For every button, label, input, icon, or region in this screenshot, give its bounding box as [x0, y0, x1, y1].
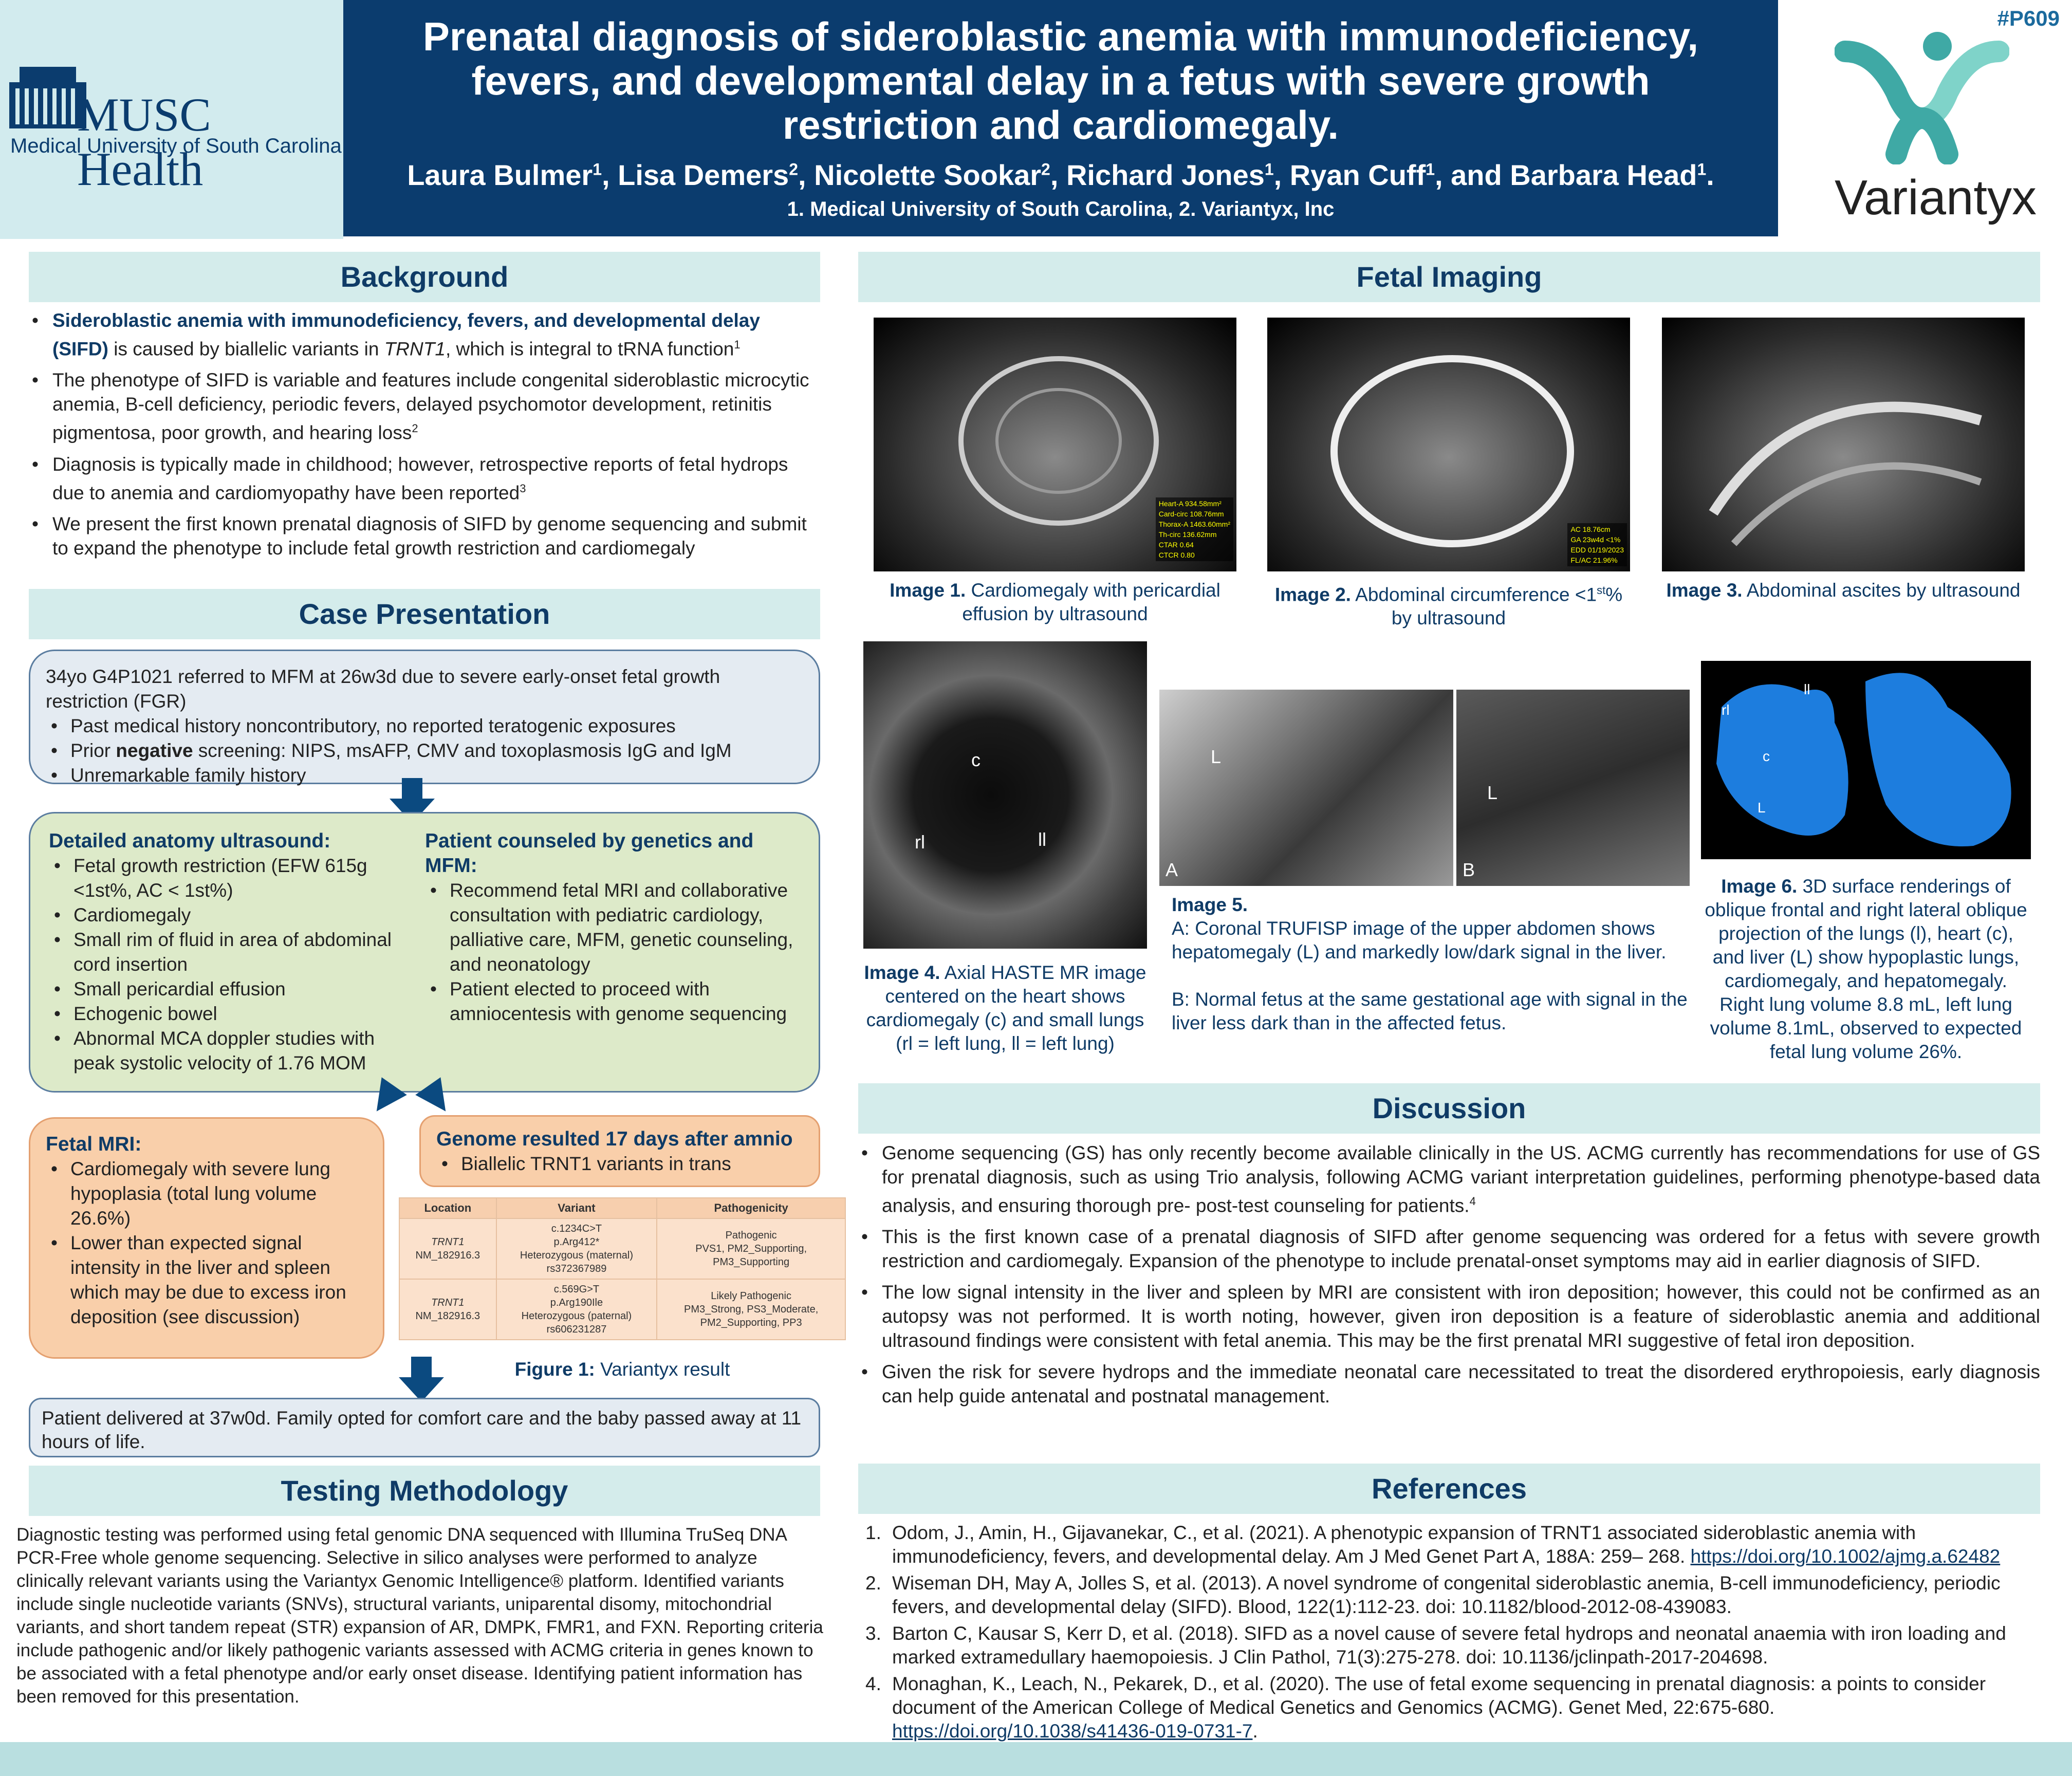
footer-bar — [0, 1742, 2072, 1776]
reference-text: Odom, J., Amin, H., Gijavanekar, C., et al. (2021). A phenotypic expansion of TRNT1 associated sideroblastic anemia with immunodeficiency, fevers, and developmental delay. Am J Med Genet Part A, 188A: 259– 268. — [892, 1522, 1916, 1567]
label-L: L — [1757, 800, 1766, 816]
variant-line: rs606231287 — [546, 1324, 607, 1335]
case-heading: Case Presentation — [29, 589, 820, 639]
mri-list — [46, 1157, 367, 1329]
gene-name: TRNT1 — [384, 338, 446, 360]
references-heading: References — [858, 1464, 2040, 1514]
table-header-cell: Pathogenicity — [657, 1198, 845, 1218]
anatomy-item: • Echogenic bowel — [49, 1002, 409, 1026]
discussion-list — [858, 1141, 2040, 1415]
label-rl: rl — [1722, 702, 1730, 718]
reference-item — [863, 1521, 2035, 1568]
variant-table — [399, 1197, 846, 1340]
counsel-item: • Recommend fetal MRI and collaborative consultation with pediatric cardiology, palliative care, MFM, genetic counseling, and neonatology — [425, 878, 795, 977]
background-item-text: Diagnosis is typically made in childhood; however, retrospective reports of fetal hydrops due to anemia and cardiomyopathy have been reported — [52, 453, 788, 503]
reference-item — [863, 1672, 2035, 1743]
author-name: Richard Jones — [1066, 159, 1265, 191]
label-c: c — [971, 749, 980, 770]
author-affiliation-marker: 1 — [1264, 160, 1274, 179]
measurement-line: AC 18.76cm — [1570, 525, 1611, 533]
variant-cell — [496, 1279, 657, 1340]
case-intro-item — [46, 738, 803, 763]
table-row — [399, 1279, 845, 1340]
measurement-line: Thorax-A 1463.60mm² — [1158, 520, 1230, 528]
testing-heading: Testing Methodology — [29, 1466, 820, 1516]
fetal-mri-box — [29, 1117, 384, 1359]
image-5-caption-b: B: Normal fetus at the same gestational age with signal in the liver less dark than in the affected fetus. — [1172, 989, 1688, 1033]
ultrasound-image-3 — [1662, 318, 2025, 571]
author-name: Ryan Cuff — [1289, 159, 1426, 191]
ultrasound-image-2 — [1267, 318, 1630, 571]
measurement-line: CTCR 0.80 — [1158, 551, 1195, 559]
variant-line: rs372367989 — [546, 1263, 607, 1274]
pathogenicity-line: Pathogenic — [725, 1230, 777, 1241]
measurement-line: CTAR 0.64 — [1158, 541, 1194, 549]
pathogenicity-line: PM2_Supporting, PP3 — [700, 1317, 802, 1328]
pathogenicity-cell — [657, 1279, 845, 1340]
heart-outline-icon — [946, 348, 1172, 533]
author-name: Lisa Demers — [618, 159, 789, 191]
references-list — [863, 1521, 2035, 1746]
musc-logo-name: MUSC Health — [77, 88, 211, 195]
image-4-caption: Image 4. Axial HASTE MR image centered on the heart shows cardiomegaly (c) and small lungs (rl = left lung, ll = left lung) — [864, 962, 1146, 1054]
genome-box — [419, 1115, 820, 1187]
discussion-item-text: This is the first known case of a prenatal diagnosis of SIFD after genome sequencing was ordered for a fetus with severe growth restriction and cardiomegaly. Expansion of the phenotype to include prenatal-onset symptoms may aid in earlier diagnosis of SIFD. — [882, 1226, 2040, 1272]
discussion-heading: Discussion — [858, 1083, 2040, 1134]
image-3-caption: Image 3. Abdominal ascites by ultrasound — [1666, 580, 2021, 601]
gene-name: TRNT1 — [431, 1236, 465, 1248]
author-affiliation-marker: 2 — [789, 160, 798, 179]
pathogenicity-line: PM3_Strong, PS3_Moderate, — [684, 1304, 819, 1315]
reference-number: 2. — [865, 1572, 881, 1594]
anatomy-item: • Cardiomegaly — [49, 903, 409, 928]
discussion-item — [858, 1141, 2040, 1217]
organ-rendering-icon — [1701, 661, 2031, 859]
table-header-cell: Variant — [496, 1198, 657, 1218]
arrow-down-icon — [411, 1357, 432, 1377]
mri-item: • Cardiomegaly with severe lung hypoplasia (total lung volume 26.6%) — [46, 1157, 367, 1231]
case-intro-bold: negative — [116, 740, 193, 761]
ultrasound-image-1 — [874, 318, 1236, 571]
author-name: Nicolette Sookar — [814, 159, 1042, 191]
measurement-line: Card-circ 108.76mm — [1158, 510, 1224, 518]
genome-item: • Biallelic TRNT1 variants in trans — [436, 1152, 803, 1176]
discussion-item — [858, 1360, 2040, 1408]
measurement-line: EDD 01/19/2023 — [1570, 546, 1624, 554]
abdomen-outline-icon — [1319, 348, 1586, 554]
variantyx-logo-name: Variantyx — [1835, 170, 2037, 225]
reference-text: Wiseman DH, May A, Jolles S, et al. (2013). A novel syndrome of congenital sideroblastic anemia, B-cell immunodeficiency, periodic fevers, and developmental delay (SIFD). Blood, 122(1):112-23. doi: 10.1182/blood-2012-08-439083. — [892, 1572, 2001, 1617]
background-heading: Background — [29, 252, 820, 302]
discussion-item-text: Genome sequencing (GS) has only recently become available clinically in the US. ACMG currently has recommendations for use of GS for prenatal diagnosis, such as using Trio analysis, following ACMG variant interpretation guidelines, performing phenotype-based data analysis, and ensuring thorough pre- post-test counseling for patients. — [882, 1142, 2040, 1216]
case-intro-item: • Past medical history noncontributory, no reported teratogenic exposures — [46, 714, 803, 738]
citation-marker: 1 — [734, 338, 741, 351]
variant-line: p.Arg190Ile — [550, 1297, 603, 1308]
musc-logo-panel — [0, 0, 343, 239]
table-row — [399, 1218, 845, 1279]
case-intro-box — [29, 650, 820, 784]
discussion-item-text: The low signal intensity in the liver and spleen by MRI are consistent with iron deposition; however, this could not be confirmed as an autopsy was not performed. It is worth noting, however, given iron deposition is a feature of sideroblastic anemia and additional ultrasound findings were consistent with fetal anemia. This may be the first prenatal MRI suggestive of fetal iron deposition. — [882, 1282, 2040, 1352]
image-6-caption: Image 6. 3D surface renderings of oblique frontal and right lateral oblique projection of the lungs (l), heart (c), and liver (L) show hypoplastic lungs, cardiomegaly, and hepatomegaly. Right lung volume 8.8 mL, left lung volume 8.1mL, observed to expected fetal lung volume 26%. — [1705, 876, 2027, 1062]
pathogenicity-cell — [657, 1218, 845, 1279]
background-item — [29, 512, 820, 560]
variantyx-mark-icon — [1835, 31, 2009, 164]
ultrasound-measurements — [1567, 523, 1627, 566]
title-banner — [343, 0, 1778, 236]
ascites-outline-icon — [1703, 359, 1991, 554]
variant-cell — [496, 1218, 657, 1279]
location-cell — [399, 1279, 496, 1340]
poster-id: #P609 — [1997, 6, 2060, 30]
image-5-caption-a: A: Coronal TRUFISP image of the upper abdomen shows hepatomegaly (L) and markedly low/dark signal in the liver. — [1172, 918, 1667, 963]
reference-link[interactable]: https://doi.org/10.1002/ajmg.a.62482 — [1690, 1546, 2001, 1567]
poster-title: Prenatal diagnosis of sideroblastic anemia with immunodeficiency, fevers, and developmental delay in a fetus with severe growth restriction and cardiomegaly. — [422, 14, 1699, 147]
location-cell — [399, 1218, 496, 1279]
pathogenicity-line: PVS1, PM2_Supporting, — [695, 1243, 807, 1254]
genome-list — [436, 1152, 803, 1176]
mri-title: Fetal MRI: — [46, 1133, 142, 1155]
citation-marker: 3 — [520, 482, 526, 495]
case-intro-item: • Unremarkable family history — [46, 763, 803, 788]
anatomy-item: • Small pericardial effusion — [49, 977, 409, 1002]
label-c: c — [1763, 748, 1770, 764]
counsel-item: • Patient elected to proceed with amniocentesis with genome sequencing — [425, 977, 795, 1026]
case-intro-text: screening: NIPS, msAFP, CMV and toxoplasmosis IgG and IgM — [193, 740, 732, 761]
author-affiliation-marker: 2 — [1041, 160, 1050, 179]
reference-item — [863, 1622, 2035, 1669]
background-item-text: The phenotype of SIFD is variable and features include congenital sideroblastic microcytic anemia, B-cell deficiency, periodic fevers, delayed psychomotor development, retinitis pigmentosa, poor growth, and hearing loss — [52, 369, 809, 443]
measurement-line: Heart-A 934.58mm² — [1158, 499, 1222, 508]
table-header-cell: Location — [399, 1198, 496, 1218]
outcome-box — [29, 1398, 820, 1457]
variant-line: Heterozygous (maternal) — [520, 1250, 633, 1261]
case-intro-text: Prior — [70, 740, 116, 761]
anatomy-item: • Fetal growth restriction (EFW 615g <1st%, AC < 1st%) — [49, 854, 409, 903]
transcript-ref: NM_182916.3 — [415, 1310, 480, 1322]
mri-image-4 — [863, 641, 1147, 949]
discussion-item — [858, 1225, 2040, 1273]
label-A: A — [1166, 859, 1178, 880]
image-1-caption: Image 1. Cardiomegaly with pericardial effusion by ultrasound — [890, 580, 1220, 624]
reference-number: 4. — [865, 1673, 881, 1694]
label-ll: ll — [1038, 829, 1046, 850]
mri-image-5b — [1456, 690, 1690, 886]
label-rl: rl — [915, 831, 925, 853]
author-list: Laura Bulmer$^1$, Lisa Demers$^2$, Nicolette Sookar$^2$, Richard Jones$^1$, Ryan Cuff$^1$, and Barbara Head$^1$. — [407, 159, 1714, 191]
reference-text: Barton C, Kausar S, Kerr D, et al. (2018). SIFD as a novel cause of severe fetal hydrops and neonatal anaemia with iron loading and marked extramedullary haemopoiesis. J Clin Pathol, 71(3):275-278. doi: 10.1136/jclinpath-2017-204698. — [892, 1623, 2006, 1668]
variant-line: p.Arg412* — [553, 1236, 600, 1248]
mri-image-5a — [1159, 690, 1453, 886]
testing-text: Diagnostic testing was performed using fetal genomic DNA sequenced with Illumina TruSeq DNA PCR-Free whole genome sequencing. Selective in silico analyses were performed to analyze clinically relevant variants using the Variantyx Genomic Intelligence® platform. Identified variants include single nucleotide variants (SNVs), structural variants, uniparental disomy, mitochondrial variants, and short tandem repeat (STR) expansion of AR, DMPK, FMR1, and FXN. Reporting criteria include pathogenic and/or likely pathogenic variants assessed with ACMG criteria in genes known to be associated with a fetal phenotype and/or early onset disease. Identifying patient information has been removed for this presentation. — [16, 1525, 823, 1707]
label-B: B — [1463, 859, 1475, 880]
gene-name: TRNT1 — [431, 1297, 465, 1308]
author-name: Barbara Head — [1510, 159, 1697, 191]
reference-number: 3. — [865, 1623, 881, 1644]
genome-title: Genome resulted 17 days after amnio — [436, 1128, 793, 1150]
affiliations: 1. Medical University of South Carolina, 2. Variantyx, Inc — [787, 198, 1335, 220]
background-item — [29, 368, 820, 445]
label-L: L — [1487, 782, 1498, 803]
author-affiliation-marker: 1 — [1697, 160, 1707, 179]
measurement-line: FL/AC 21.96% — [1570, 556, 1618, 564]
anatomy-item: • Abnormal MCA doppler studies with peak systolic velocity of 1.76 MOM — [49, 1026, 409, 1076]
discussion-item — [858, 1280, 2040, 1353]
mri-item: • Lower than expected signal intensity in the liver and spleen which may be due to excess iron deposition (see discussion) — [46, 1231, 367, 1329]
anatomy-item: • Small rim of fluid in area of abdominal cord insertion — [49, 928, 409, 977]
case-intro-text: 34yo G4P1021 referred to MFM at 26w3d due to severe early-onset fetal growth restriction (FGR) — [46, 666, 720, 712]
reference-text: . — [1252, 1720, 1258, 1742]
table-header-row — [399, 1198, 845, 1218]
variant-line: Heterozygous (paternal) — [521, 1310, 632, 1322]
background-item-text: is caused by biallelic variants in — [108, 338, 384, 360]
reference-number: 1. — [865, 1522, 881, 1543]
transcript-ref: NM_182916.3 — [415, 1250, 480, 1261]
case-intro-list — [46, 714, 803, 788]
counsel-list — [425, 878, 795, 1026]
musc-logo-subtitle: Medical University of South Carolina — [10, 135, 342, 157]
reference-item — [863, 1571, 2035, 1619]
variant-line: c.569G>T — [553, 1284, 600, 1295]
figure-1-caption-bold: Figure 1: — [514, 1359, 595, 1380]
reference-link[interactable]: https://doi.org/10.1038/s41436-019-0731-7 — [892, 1720, 1253, 1742]
background-item-text: We present the first known prenatal diagnosis of SIFD by genome sequencing and submit to expand the phenotype to include fetal growth restriction and cardiomegaly — [52, 513, 807, 559]
3d-rendering-image-6 — [1701, 661, 2031, 859]
figure-1-caption-text: Variantyx result — [595, 1359, 730, 1380]
citation-marker: 2 — [412, 422, 418, 435]
anatomy-list — [49, 854, 409, 1076]
discussion-item-text: Given the risk for severe hydrops and the immediate neonatal care necessitated to treat the disordered erythropoiesis, early diagnosis can help guide antenatal and postnatal management. — [882, 1361, 2040, 1407]
anatomy-title: Detailed anatomy ultrasound: — [49, 830, 331, 852]
ultrasound-measurements — [1156, 497, 1233, 561]
variant-line: c.1234C>T — [551, 1223, 602, 1234]
citation-marker: 4 — [1469, 1195, 1476, 1208]
label-ll: ll — [1804, 681, 1810, 697]
background-list — [29, 308, 820, 567]
outcome-text: Patient delivered at 37w0d. Family opted for comfort care and the baby passed away at 11 hours of life. — [42, 1408, 802, 1452]
variantyx-logo-panel — [1778, 0, 2072, 239]
background-item-text: , which is integral to tRNA function — [445, 338, 734, 360]
figure-1-caption — [399, 1359, 846, 1380]
reference-text: Monaghan, K., Leach, N., Pekarek, D., et al. (2020). The use of fetal exome sequencing in prenatal diagnosis: a points to consider document of the American College of Medical Genetics and Genomics (ACMG). Genet Med, 22:675-680. — [892, 1673, 1986, 1718]
anatomy-counsel-box — [29, 812, 820, 1093]
image-5-caption: Image 5. A: Coronal TRUFISP image of the upper abdomen shows hepatomegaly (L) and markedly low/dark signal in the liver. B: Normal fetus at the same gestational age with signal in the liver less dark than in the affected fetus. — [1172, 893, 1691, 1035]
author-affiliation-marker: 1 — [1426, 160, 1435, 179]
image-2-caption: Image 2. Abdominal circumference <1st% by ultrasound — [1274, 584, 1623, 629]
author-name: Laura Bulmer — [407, 159, 593, 191]
background-item-bold: Sideroblastic anemia with immunodeficiency, fevers, and developmental delay (SIFD) — [52, 310, 760, 360]
measurement-line: GA 23w4d <1% — [1570, 535, 1621, 544]
background-item — [29, 452, 820, 505]
measurement-line: Th-circ 136.62mm — [1158, 530, 1217, 539]
author-affiliation-marker: 1 — [593, 160, 602, 179]
table-body — [399, 1218, 845, 1340]
counsel-title: Patient counseled by genetics and MFM: — [425, 830, 754, 877]
imaging-heading: Fetal Imaging — [858, 252, 2040, 302]
label-L: L — [1211, 746, 1222, 767]
pathogenicity-line: Likely Pathogenic — [711, 1290, 792, 1302]
arrow-down-icon — [402, 778, 422, 799]
background-item — [29, 308, 820, 361]
pathogenicity-line: PM3_Supporting — [713, 1256, 790, 1268]
